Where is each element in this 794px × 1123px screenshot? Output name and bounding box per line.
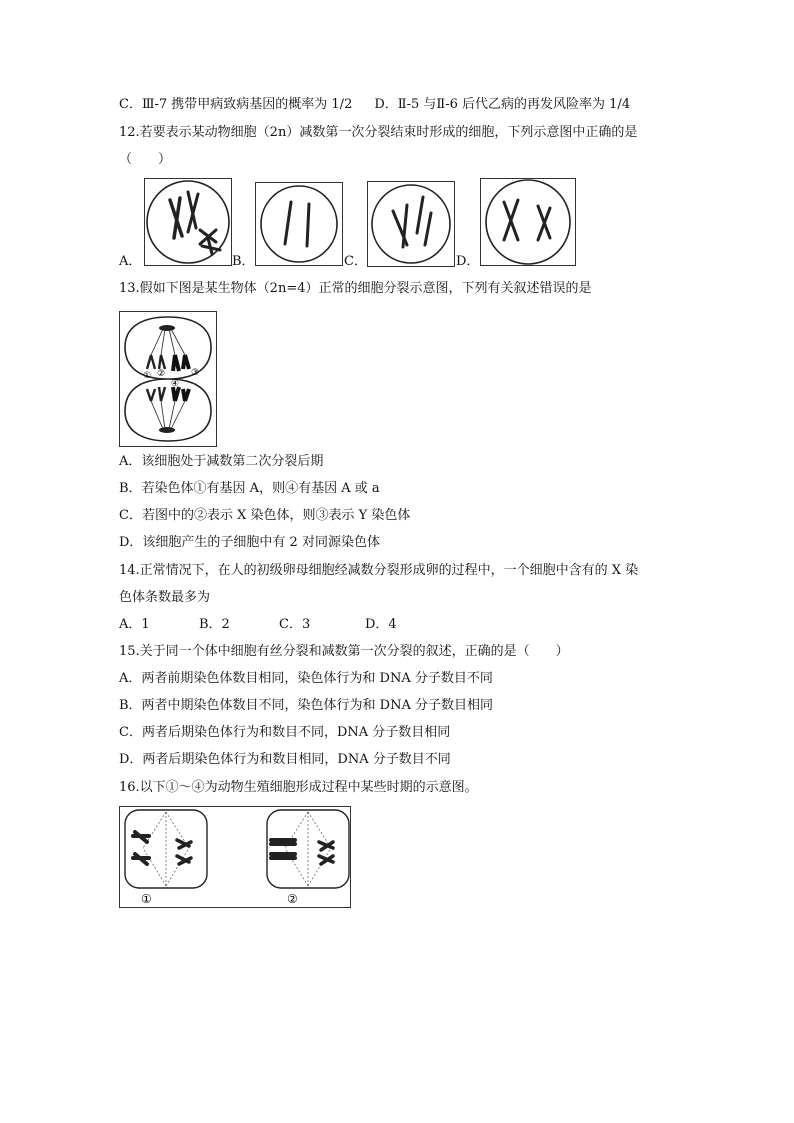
q13-marker-1: ① xyxy=(143,371,152,381)
q12-paren: （ ） xyxy=(119,152,172,167)
q12-figure-d xyxy=(480,178,576,266)
q15-option-b: B．两者中期染色体数目不同，染色体行为和 DNA 分子数目相同 xyxy=(119,698,494,713)
q14-option-a: A．1 xyxy=(119,617,150,632)
q15-option-c: C．两者后期染色体行为和数目不同，DNA 分子数目相同 xyxy=(119,725,451,740)
q13-marker-2: ② xyxy=(157,369,166,379)
q15-stem: 15.关于同一个体中细胞有丝分裂和减数第一次分裂的叙述，正确的是（ ） xyxy=(119,644,569,659)
q16-label-2: ② xyxy=(287,892,298,906)
q12-label-d: D． xyxy=(456,254,480,269)
q13-option-b: B．若染色体①有基因 A，则④有基因 A 或 a xyxy=(119,481,380,496)
q16-label-1: ① xyxy=(141,892,152,906)
q13-marker-3: ③ xyxy=(191,368,200,378)
q11-option-cd xyxy=(119,96,630,114)
q13-stem: 13.假如下图是某生物体（2n=4）正常的细胞分裂示意图，下列有关叙述错误的是 xyxy=(119,281,592,296)
q15-option-d: D．两者后期染色体行为和数目相同，DNA 分子数目不同 xyxy=(119,752,451,767)
q12-label-c: C． xyxy=(344,254,367,269)
q11-option-d: D．Ⅱ-5 与Ⅱ-6 后代乙病的再发风险率为 1/4 xyxy=(374,97,631,112)
q12-label-a: A． xyxy=(119,254,142,269)
q13-option-a: A．该细胞处于减数第二次分裂后期 xyxy=(119,454,324,469)
q14-stem-line1: 14.正常情况下，在人的初级卵母细胞经减数分裂形成卵的过程中，一个细胞中含有的 X 染 xyxy=(119,563,639,578)
q13-figure xyxy=(119,311,217,447)
q13-marker-4: ④ xyxy=(171,379,180,389)
q11-option-c: C．Ⅲ-7 携带甲病致病基因的概率为 1/2 xyxy=(119,97,353,112)
q12-figure-b xyxy=(255,182,343,266)
q12-figure-c xyxy=(367,181,455,267)
q12-label-b: B． xyxy=(232,254,255,269)
q14-option-d: D．4 xyxy=(365,617,397,632)
q14-options xyxy=(119,616,397,634)
q12-figure-a xyxy=(144,178,232,266)
q14-stem-line2: 色体条数最多为 xyxy=(119,590,211,605)
q14-option-c: C．3 xyxy=(279,617,311,632)
q15-option-a: A．两者前期染色体数目相同，染色体行为和 DNA 分子数目不同 xyxy=(119,671,493,686)
q13-option-c: C．若图中的②表示 X 染色体，则③表示 Y 染色体 xyxy=(119,508,411,523)
q14-option-b: B．2 xyxy=(199,617,230,632)
q13-option-d: D．该细胞产生的子细胞中有 2 对同源染色体 xyxy=(119,535,380,550)
q12-stem: 12.若要表示某动物细胞（2n）减数第一次分裂结束时形成的细胞，下列示意图中正确的是 xyxy=(119,125,638,140)
q16-figure xyxy=(119,806,351,908)
q16-stem: 16.以下①～④为动物生殖细胞形成过程中某些时期的示意图。 xyxy=(119,780,478,795)
